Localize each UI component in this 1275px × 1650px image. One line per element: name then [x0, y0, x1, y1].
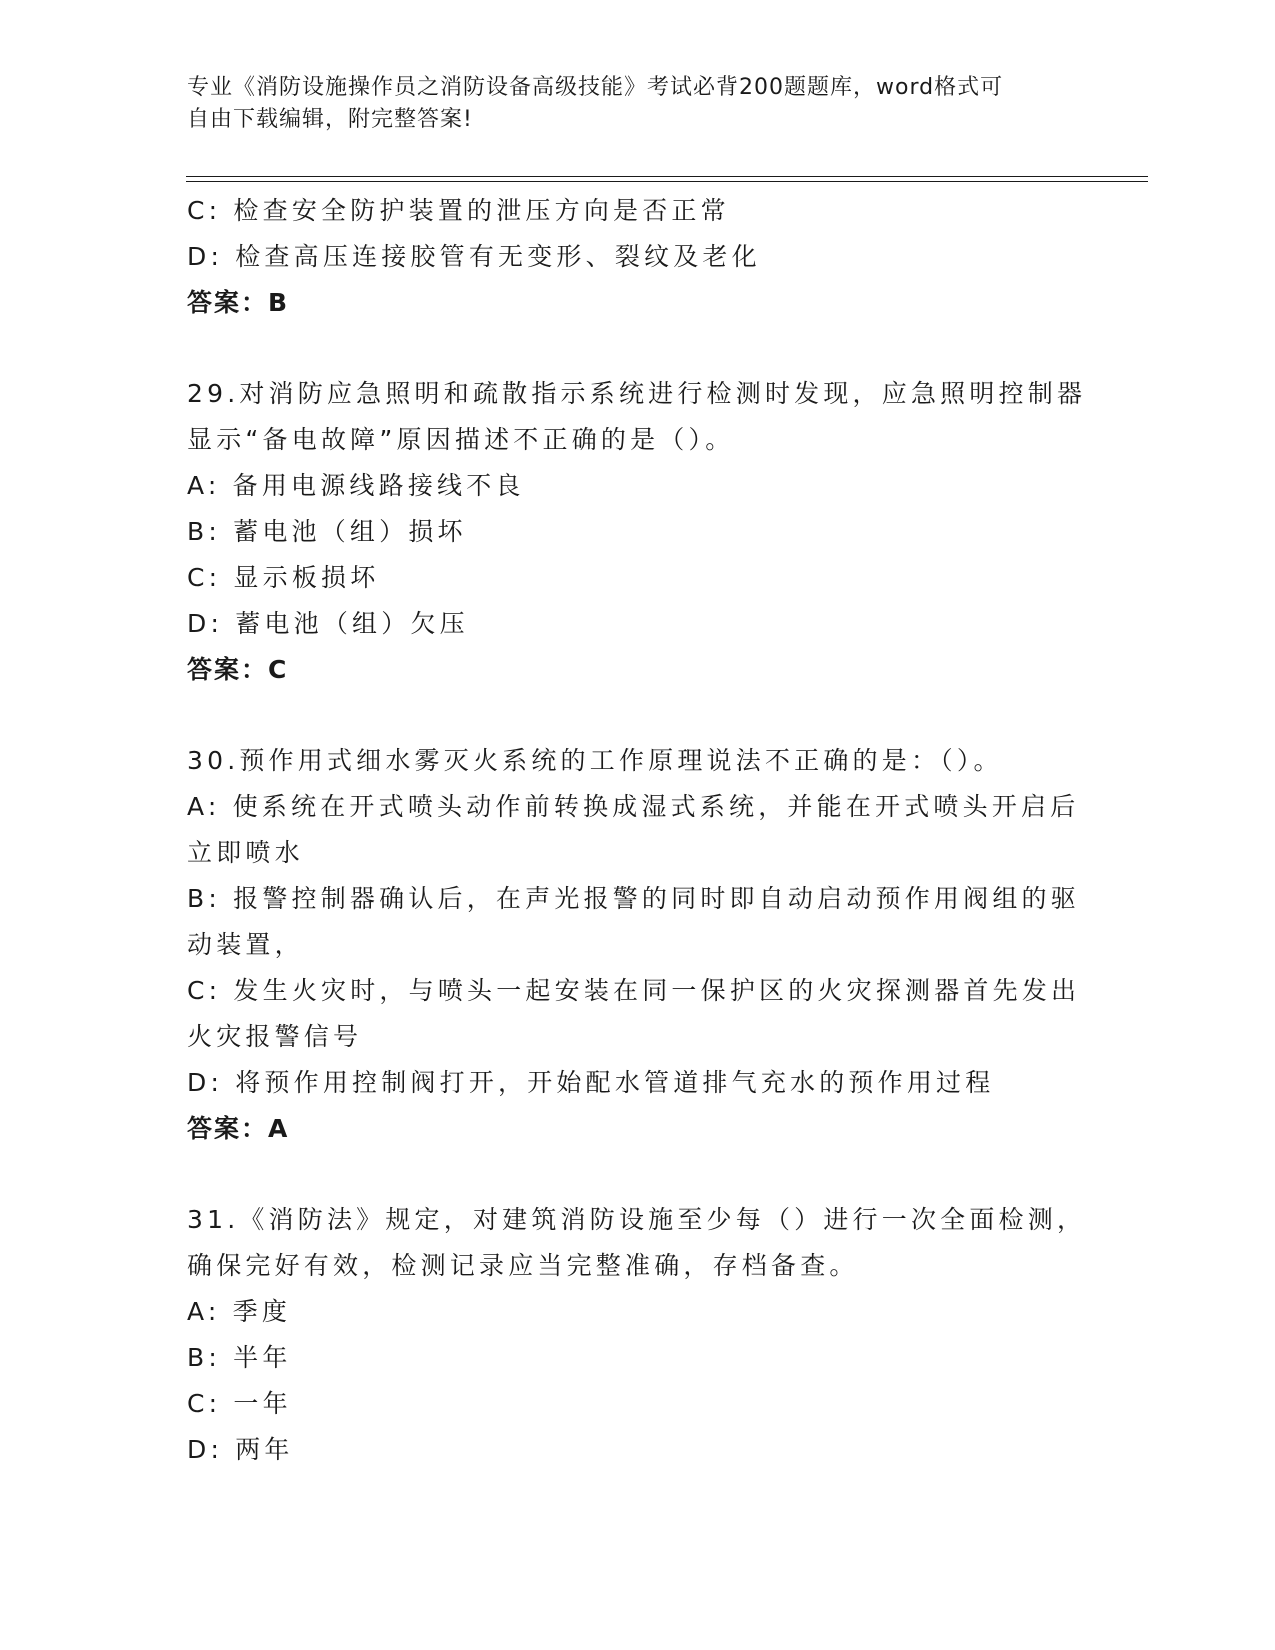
header-title-line-2: 自由下载编辑，附完整答案!	[187, 107, 473, 132]
option-d: D: 蓄电池（组）欠压	[187, 609, 469, 638]
option-c: C: 一年	[187, 1389, 292, 1418]
option-c: C: 显示板损坏	[187, 563, 380, 592]
document-body	[187, 188, 1087, 1473]
spacer	[187, 326, 1087, 371]
option-d: D: 两年	[187, 1435, 294, 1464]
option-d: D: 将预作用控制阀打开，开始配水管道排气充水的预作用过程	[187, 1068, 995, 1097]
header-divider-top	[186, 176, 1148, 177]
option-a: A: 备用电源线路接线不良	[187, 471, 525, 500]
option-a-line-2: 立即喷水	[187, 838, 304, 867]
option-a: A: 季度	[187, 1297, 292, 1326]
question-stem-line-2: 显示“备电故障”原因描述不正确的是（）。	[187, 425, 735, 454]
option-c-line-2: 火灾报警信号	[187, 1022, 363, 1051]
option-b: B: 蓄电池（组）损坏	[187, 517, 467, 546]
question-28-tail	[187, 188, 1087, 326]
question-stem-line-1: 31.《消防法》规定，对建筑消防设施至少每（）进行一次全面检测，	[187, 1205, 1087, 1234]
option-b-line-2: 动装置，	[187, 930, 304, 959]
spacer	[187, 1152, 1087, 1197]
header-title-line-1: 专业《消防设施操作员之消防设备高级技能》考试必背200题题库，word格式可	[187, 75, 1004, 100]
answer: 答案：C	[187, 655, 289, 684]
option-d: D: 检查高压连接胶管有无变形、裂纹及老化	[187, 242, 761, 271]
option-c-line-1: C: 发生火灾时，与喷头一起安装在同一保护区的火灾探测器首先发出	[187, 976, 1081, 1005]
document-header	[187, 72, 1087, 136]
question-stem-line-2: 确保完好有效，检测记录应当完整准确，存档备查。	[187, 1251, 859, 1280]
question-stem-line-1: 30.预作用式细水雾灭火系统的工作原理说法不正确的是：（）。	[187, 746, 1003, 775]
question-30	[187, 738, 1087, 1152]
option-c: C: 检查安全防护装置的泄压方向是否正常	[187, 196, 730, 225]
question-stem-line-1: 29.对消防应急照明和疏散指示系统进行检测时发现，应急照明控制器	[187, 379, 1087, 408]
answer: 答案：B	[187, 288, 290, 317]
question-29	[187, 371, 1087, 693]
header-divider-bottom	[186, 181, 1148, 182]
option-b-line-1: B: 报警控制器确认后，在声光报警的同时即自动启动预作用阀组的驱	[187, 884, 1080, 913]
answer: 答案：A	[187, 1114, 290, 1143]
question-31	[187, 1197, 1087, 1473]
option-b: B: 半年	[187, 1343, 292, 1372]
option-a-line-1: A: 使系统在开式喷头动作前转换成湿式系统，并能在开式喷头开启后	[187, 792, 1080, 821]
spacer	[187, 693, 1087, 738]
